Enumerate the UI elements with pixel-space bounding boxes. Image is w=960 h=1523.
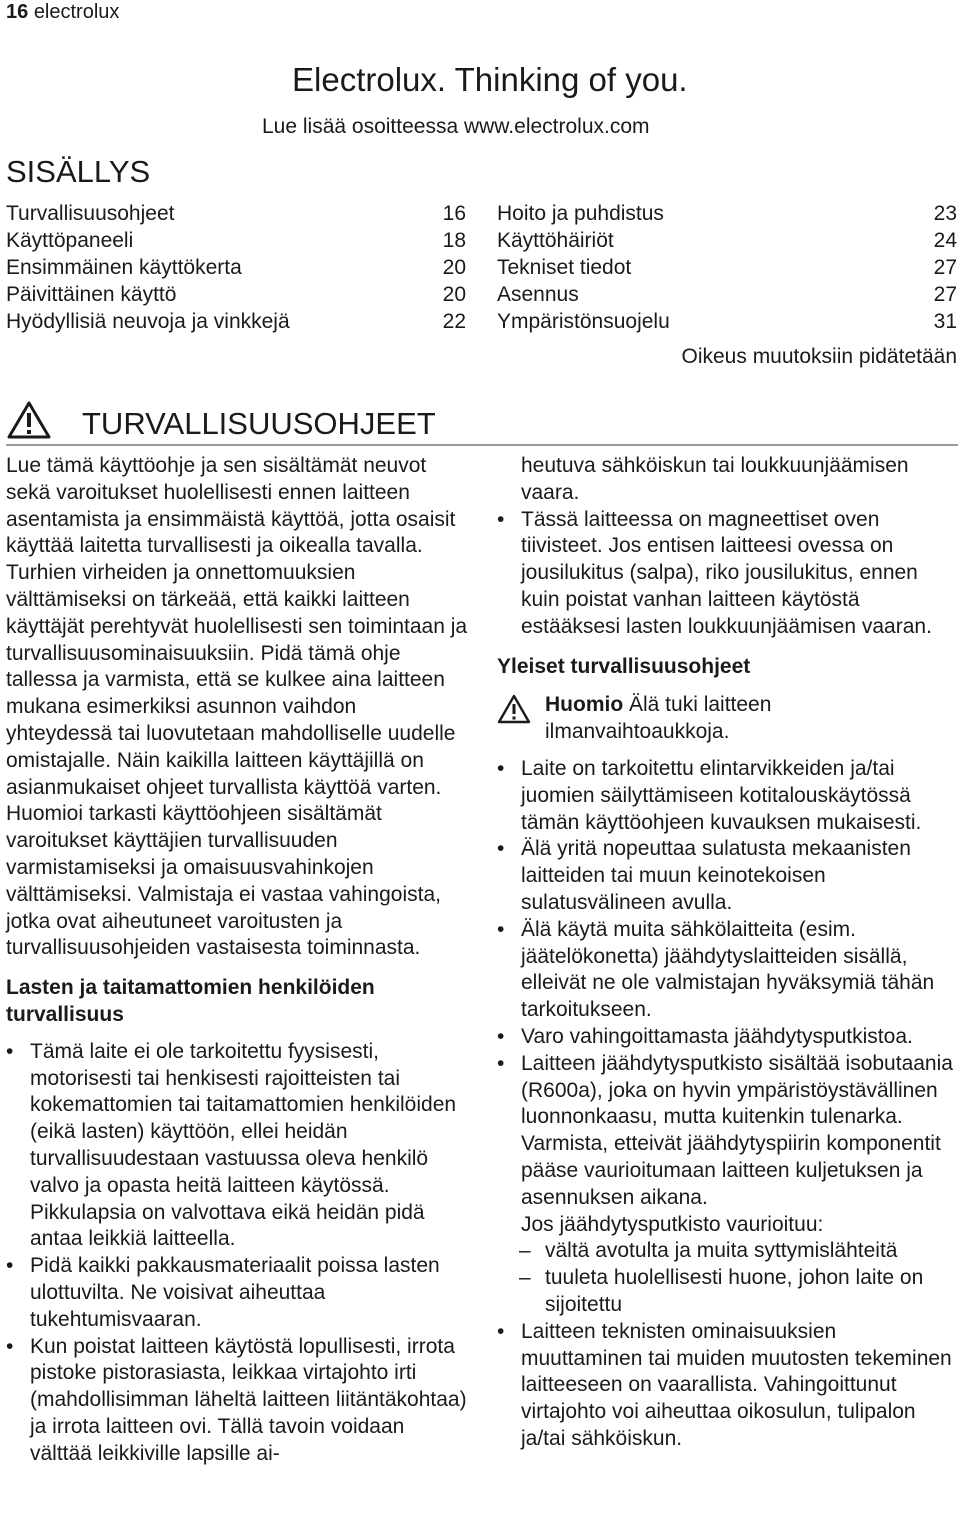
child-safety-heading: Lasten ja taitamattomien henkilöiden turvallisuus: [6, 976, 375, 1026]
section-header: [6, 398, 958, 446]
list-item: • Laitteen teknisten ominaisuuksien muuttaminen tai muiden muutosten tekeminen laitteeseen on vaarallista. Vahingoittunut virtajohto voi aiheuttaa oikosulun, tulipalon ja/tai sähköiskun.: [497, 1319, 959, 1453]
caution-note: [497, 692, 959, 746]
list-item: • Tässä laitteessa on magneettiset oven tiivisteet. Jos entisen laitteesi ovessa on jousilukitus (salpa), riko jousilukitus, ennen kuin poistat vanhan laitteen käytöstä estääksesi lasten loukkuunjäämisen vaaran.: [497, 507, 959, 641]
left-text-column: [6, 453, 468, 1467]
list-item: • Älä käytä muita sähkölaitteita (esim. jäätelökonetta) jäähdytyslaitteiden sisällä, elleivät ne ole valmistajan hyväksymiä tähän tarkoitukseen.: [497, 917, 959, 1024]
list-item: • Laitteen jäähdytysputkisto sisältää isobutaania (R600a), joka on hyvin ympäristöystävällinen luonnonkaasu, mutta kuitenkin tulenarka.: [497, 1051, 959, 1131]
section-title: TURVALLISUUSOHJEET: [82, 406, 436, 441]
toc-entry[interactable]: Päivittäinen käyttö 20: [6, 283, 466, 306]
list-item: • Laite on tarkoitettu elintarvikkeiden ja/tai juomien säilyttämiseen kotitalouskäytössä tämän käyttöohjeen kuvauksen mukaisesti.: [497, 756, 959, 836]
page-number: 16: [6, 1, 29, 23]
general-safety-list: [497, 756, 959, 1131]
child-safety-list: [6, 1039, 468, 1468]
continued-text: heutuva sähköiskun tai loukkuunjäämisen vaara.: [521, 454, 909, 504]
note-label: Huomio: [545, 693, 624, 717]
damage-intro: Jos jäähdytysputkisto vaurioituu:: [521, 1212, 824, 1236]
toc-entry[interactable]: Ympäristönsuojelu 31: [497, 310, 957, 333]
list-item: – tuuleta huolellisesti huone, johon laite on sijoitettu: [497, 1265, 959, 1319]
list-item: – vältä avotulta ja muita syttymislähteitä: [497, 1238, 959, 1265]
toc-entry[interactable]: Hoito ja puhdistus 23: [497, 202, 957, 225]
page-header: [6, 0, 119, 24]
website-line: Lue lisää osoitteessa www.electrolux.com: [262, 115, 650, 138]
list-item: • Pidä kaikki pakkausmateriaalit poissa lasten ulottuvilta. Ne voisivat aiheuttaa tukehtumisvaaran.: [6, 1253, 468, 1333]
care-text: Varmista, etteivät jäähdytyspiirin komponentit pääse vaurioitumaan laitteen kuljetuksen ja asennuksen aikana.: [521, 1132, 941, 1209]
list-item: • Varo vahingoittamasta jäähdytysputkistoa.: [497, 1024, 959, 1051]
toc-left-column: [6, 200, 466, 335]
general-safety-heading: Yleiset turvallisuusohjeet: [497, 654, 751, 678]
toc-title: SISÄLLYS: [6, 154, 151, 189]
toc-entry[interactable]: Tekniset tiedot 27: [497, 256, 957, 279]
note-text: Älä tuki laitteen ilmanvaihtoaukkoja.: [545, 693, 772, 744]
magnet-list: [497, 507, 959, 641]
list-item: • Älä yritä nopeuttaa sulatusta mekaanisten laitteiden tai muun keinotekoisen sulatusvälineen avulla.: [497, 836, 959, 916]
liability-paragraph: Huomioi tarkasti käyttöohjeen sisältämät varoitukset käyttäjien turvallisuuden varmistamiseksi ja omaisuusvahinkojen välttämiseksi. Valmistaja ei vastaa vahingoista, jotka ovat aiheutuneet varoitusten ja turvallisuusohjeiden vastaisesta toiminnasta.: [6, 802, 441, 960]
toc-entry[interactable]: Hyödyllisiä neuvoja ja vinkkejä 22: [6, 310, 466, 333]
damage-steps: [497, 1238, 959, 1318]
intro-paragraph: Lue tämä käyttöohje ja sen sisältämät neuvot sekä varoitukset huolellisesti ennen laitteen asentamista ja ensimmäistä käyttöä, jotta osaisit käyttää laitetta turvallisesti ja oikealla tavalla. Turhien virheiden ja onnettomuuksien välttämiseksi on tärkeää, että kaikki laitteen käyttäjät perehtyvät huolellisesti sen toimintaan ja turvallisuusominaisuuksiin. Pidä tämä ohje tallessa ja varmista, että se kulkee aina laitteen mukana esimerkiksi asunnon vaihdon yhteydessä tai luovutetaan mahdolliselle uudelle omistajalle. Näin kaikilla laitteen käyttäjillä on asianmukaiset ohjeet turvallista käyttöä varten.: [6, 454, 468, 799]
list-item: • Kun poistat laitteen käytöstä lopullisesti, irrota pistoke pistorasiasta, leikkaa virtajohto irti (mahdollisimman läheltä laitteen liitäntäkohtaa) ja irrota laitteen ovi. Tällä tavoin voidaan välttää leikkiville lapsille ai-: [6, 1334, 468, 1468]
toc-entry[interactable]: Asennus 27: [497, 283, 957, 306]
list-item: • Tämä laite ei ole tarkoitettu fyysisesti, motorisesti tai henkisesti rajoitteisten tai kokemattomien tai taitamattomien henkilöiden (eikä lasten) käyttöön, ellei heidän turvallisuudestaan vastuussa oleva henkilö valvo ja opasta heitä laitteen käytössä. Pikkulapsia on valvottava eikä heidän pidä antaa leikkiä laitteella.: [6, 1039, 468, 1253]
modification-list: [497, 1319, 959, 1453]
toc-right-column: [497, 200, 957, 335]
toc-entry[interactable]: Käyttöpaneeli 18: [6, 229, 466, 252]
brand-name: electrolux: [33, 1, 120, 23]
toc-entry[interactable]: Turvallisuusohjeet 16: [6, 202, 466, 225]
warning-triangle-icon: [497, 694, 531, 724]
toc-entry[interactable]: Käyttöhäiriöt 24: [497, 229, 957, 252]
toc-entry[interactable]: Ensimmäinen käyttökerta 20: [6, 256, 466, 279]
rights-notice: Oikeus muutoksiin pidätetään: [681, 345, 957, 368]
tagline: Electrolux. Thinking of you.: [292, 61, 688, 98]
right-text-column: [497, 453, 959, 1453]
warning-triangle-icon: [6, 400, 52, 440]
